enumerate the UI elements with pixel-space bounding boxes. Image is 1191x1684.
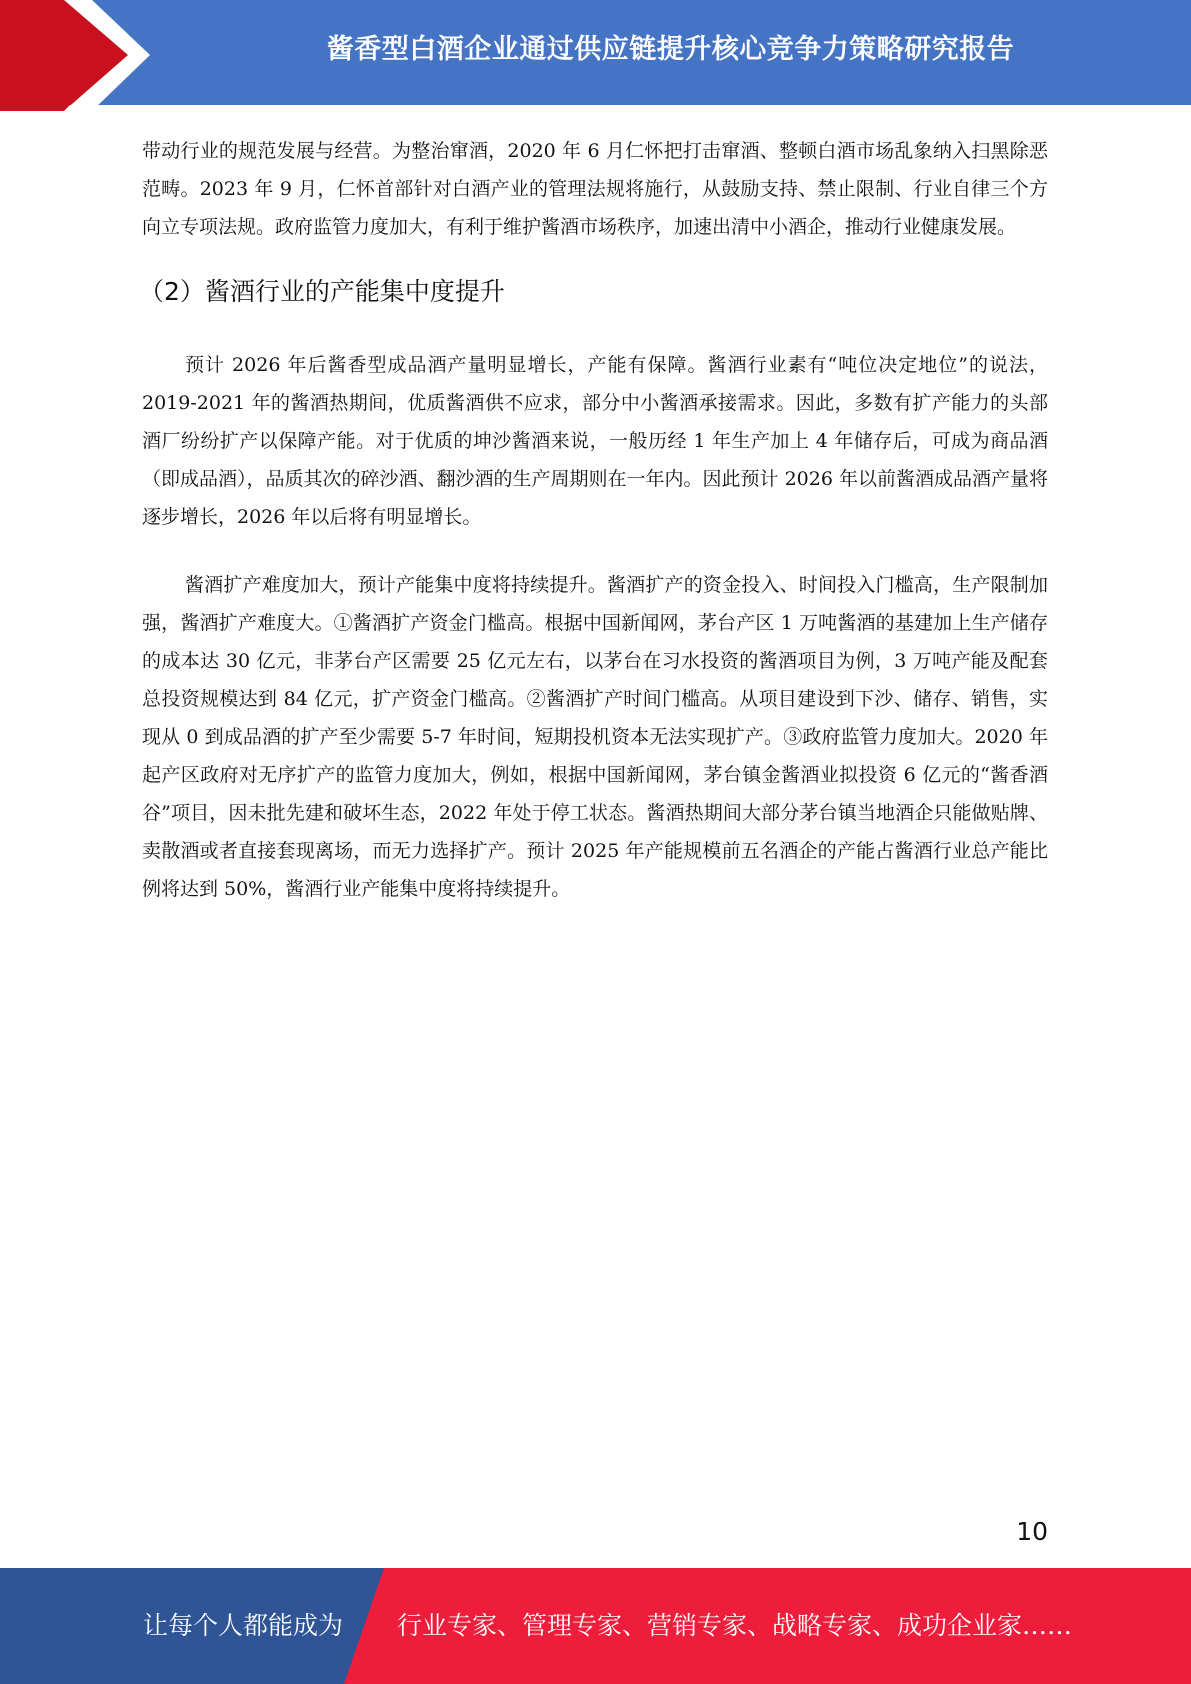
page-number: 10 bbox=[1016, 1517, 1048, 1546]
page-body bbox=[139, 132, 1048, 908]
report-title: 酱香型白酒企业通过供应链提升核心竞争力策略研究报告 bbox=[326, 34, 1015, 65]
footer-slogan-right: 行业专家、管理专家、营销专家、战略专家、成功企业家…… bbox=[397, 1611, 1073, 1640]
page-footer bbox=[0, 1568, 1191, 1684]
page-header bbox=[0, 0, 1191, 111]
paragraph-concentration: 酱酒扩产难度加大，预计产能集中度将持续提升。酱酒扩产的资金投入、时间投入门槛高，生产限制加强，酱酒扩产难度大。①酱酒扩产资金门槛高。根据中国新闻网，茅台产区 1 万吨酱酒的基建加上生产储存的成本达 30 亿元，非茅台产区需要 25 亿元左右，以茅台在习水投资的酱酒项目为例，3 万吨产能及配套总投资规模达到 84 亿元，扩产资金门槛高。②酱酒扩产时间门槛高。从项目建设到下沙、储存、销售，实现从 0 到成品酒的扩产至少需要 5-7 年时间，短期投机资本无法实现扩产。③政府监管力度加大。2020 年起产区政府对无序扩产的监管力度加大，例如，根据中国新闻网，茅台镇金酱酒业拟投资 6 亿元的“酱香酒谷”项目，因未批先建和破坏生态，2022 年处于停工状态。酱酒热期间大部分茅台镇当地酒企只能做贴牌、卖散酒或者直接套现离场，而无力选择扩产。预计 2025 年产能规模前五名酒企的产能占酱酒行业总产能比例将达到 50%，酱酒行业产能集中度将持续提升。 bbox=[142, 574, 1048, 900]
paragraph-capacity-forecast: 预计 2026 年后酱香型成品酒产量明显增长，产能有保障。酱酒行业素有“吨位决定地位”的说法，2019-2021 年的酱酒热期间，优质酱酒供不应求，部分中小酱酒承接需求。因此，多数有扩产能力的头部酒厂纷纷扩产以保障产能。对于优质的坤沙酱酒来说，一般历经 1 年生产加上 4 年储存后，可成为商品酒（即成品酒），品质其次的碎沙酒、翻沙酒的生产周期则在一年内。因此预计 2026 年以前酱酒成品酒产量将逐步增长，2026 年以后将有明显增长。 bbox=[142, 354, 1048, 528]
paragraph-regulation: 带动行业的规范发展与经营。为整治窜酒，2020 年 6 月仁怀把打击窜酒、整顿白酒市场乱象纳入扫黑除恶范畴。2023 年 9 月，仁怀首部针对白酒产业的管理法规将施行，从鼓励支持、禁止限制、行业自律三个方向立专项法规。政府监管力度加大，有利于维护酱酒市场秩序，加速出清中小酒企，推动行业健康发展。 bbox=[142, 140, 1048, 238]
footer-slogan-left: 让每个人都能成为 bbox=[143, 1611, 344, 1640]
section-heading: （2）酱酒行业的产能集中度提升 bbox=[139, 277, 505, 306]
